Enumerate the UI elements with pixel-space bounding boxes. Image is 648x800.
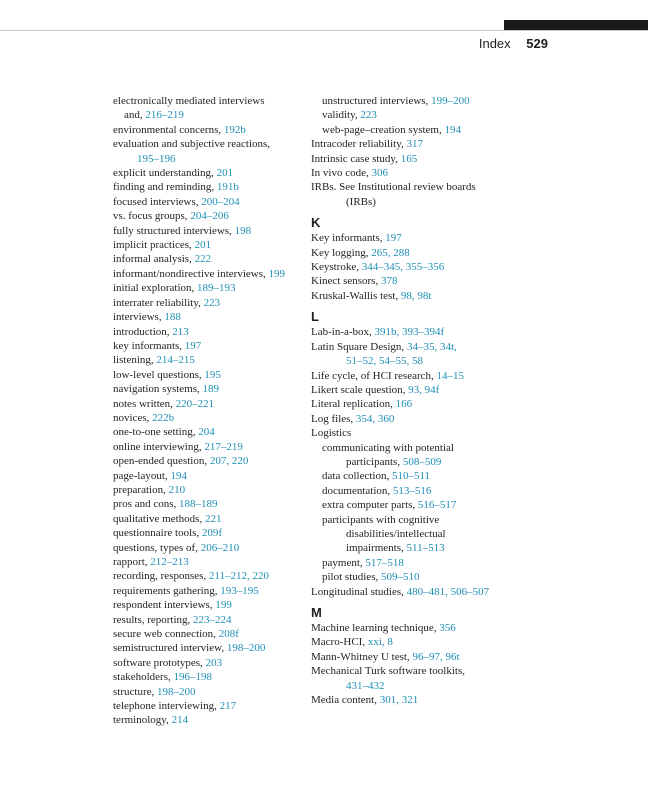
page-reference-link[interactable]: 14–15	[436, 369, 465, 382]
index-entry	[311, 541, 511, 555]
index-entry	[113, 108, 303, 122]
page-reference-link[interactable]: 306	[371, 167, 388, 180]
index-entry	[113, 353, 303, 367]
running-header	[479, 36, 548, 51]
index-entry	[311, 325, 511, 339]
index-term: Intrinsic case study,	[311, 152, 401, 165]
index-term: one-to-one setting,	[113, 426, 199, 439]
page-reference-link[interactable]: 188	[164, 311, 181, 324]
page-reference-link[interactable]: 188–189	[179, 498, 218, 511]
index-entry	[113, 224, 303, 238]
index-term: low-level questions,	[113, 368, 205, 381]
index-entry	[113, 641, 303, 655]
page-reference-link[interactable]: 356	[439, 622, 456, 634]
page-reference-link[interactable]: 217	[219, 700, 237, 713]
index-entry	[311, 397, 511, 411]
index-entry	[113, 267, 303, 281]
index-entry	[113, 699, 303, 713]
index-term: telephone interviewing,	[113, 700, 220, 713]
page-reference-link[interactable]: 196–198	[173, 671, 212, 684]
index-entry	[113, 180, 303, 194]
page-reference-link[interactable]: 96–97, 96t	[412, 650, 460, 663]
page-reference-link[interactable]: 165	[400, 152, 418, 165]
running-header-label: Index	[478, 36, 511, 51]
index-entry	[113, 569, 303, 583]
index-entry	[113, 713, 303, 727]
index-entry	[113, 152, 303, 166]
index-entry	[311, 166, 511, 180]
index-entry	[311, 274, 511, 288]
page-reference-link[interactable]: 220–221	[175, 397, 215, 410]
page-reference-link[interactable]: 198	[234, 224, 252, 237]
page-reference-link[interactable]: 516–517	[417, 499, 457, 512]
page-reference-link[interactable]: 199–200	[431, 95, 470, 107]
index-entry	[113, 339, 303, 353]
index-entry	[311, 123, 511, 137]
page-reference-link[interactable]: 344–345, 355–356	[361, 261, 445, 274]
page-reference-link[interactable]: 201	[216, 167, 234, 180]
index-term: requirements gathering,	[113, 584, 221, 597]
index-term: environmental concerns,	[113, 123, 224, 136]
page-reference-link[interactable]: 197	[385, 232, 402, 245]
page-reference-link[interactable]: 198–200	[156, 685, 196, 698]
index-term: informal analysis,	[113, 253, 195, 266]
index-entry	[311, 412, 511, 426]
index-entry	[113, 310, 303, 324]
index-entry	[113, 512, 303, 526]
page-reference-link[interactable]: 210	[168, 483, 186, 496]
index-term: Keystroke,	[311, 261, 362, 274]
index-term: questions, types of,	[113, 541, 201, 554]
index-entry	[113, 137, 303, 151]
page-reference-link[interactable]: 508–509	[402, 455, 442, 468]
index-term: Lab-in-a-box,	[311, 326, 375, 339]
page-reference-link[interactable]: 511–513	[406, 542, 445, 555]
page-reference-link[interactable]: 431–432	[346, 679, 385, 692]
index-term: Life cycle, of HCI research,	[311, 369, 437, 382]
index-entry	[311, 137, 511, 151]
index-entry	[113, 252, 303, 266]
index-term: data collection,	[322, 470, 392, 483]
index-entry	[311, 664, 511, 678]
index-term: Latin Square Design,	[311, 340, 407, 353]
page-reference-link[interactable]: 221	[204, 512, 222, 525]
index-term: pros and cons,	[113, 498, 179, 511]
index-entry	[311, 527, 511, 541]
page-reference-link[interactable]: 93, 94f	[408, 383, 440, 396]
index-term: Key logging,	[311, 246, 372, 259]
page-reference-link[interactable]: 199	[215, 599, 232, 612]
page-reference-link[interactable]: 209f	[201, 527, 223, 540]
index-entry	[113, 541, 303, 555]
index-term: questionnaire tools,	[113, 527, 202, 540]
index-entry	[113, 195, 303, 209]
index-term: Intracoder reliability,	[311, 138, 407, 151]
index-term: participants,	[346, 455, 403, 468]
page-reference-link[interactable]: 223–224	[193, 613, 232, 626]
index-term: terminology,	[113, 714, 172, 727]
page-reference-link[interactable]: 195	[204, 368, 221, 381]
page-reference-link[interactable]: 194	[170, 469, 187, 482]
index-term: online interviewing,	[113, 440, 205, 453]
page-reference-link[interactable]: 191b	[216, 181, 239, 194]
index-entry	[113, 627, 303, 641]
page-reference-link[interactable]: 204–206	[190, 210, 229, 223]
index-term: qualitative methods,	[113, 512, 205, 525]
index-entry	[113, 670, 303, 684]
index-entry	[113, 685, 303, 699]
index-entry	[113, 584, 303, 598]
page-reference-link[interactable]: 192b	[223, 123, 246, 136]
index-letter-heading: L	[311, 309, 319, 325]
page-reference-link[interactable]: 34–35, 34t,	[406, 340, 457, 353]
index-entry	[113, 281, 303, 295]
page-reference-link[interactable]: 217–219	[204, 440, 243, 453]
index-term: Media content,	[311, 694, 380, 707]
index-term: and,	[124, 109, 146, 122]
index-term: web-page–creation system,	[322, 123, 445, 136]
index-term: informant/nondirective interviews,	[113, 267, 269, 280]
index-entry	[311, 484, 511, 498]
page-reference-link[interactable]: 211–212, 220	[208, 570, 270, 583]
index-term: Key informants,	[311, 232, 386, 245]
index-term: participants with cognitive	[322, 513, 440, 526]
index-entry	[113, 497, 303, 511]
index-entry	[311, 426, 511, 440]
index-entry	[113, 613, 303, 627]
index-column-left	[113, 94, 303, 728]
page-reference-link[interactable]: 223	[360, 109, 377, 122]
index-entry	[311, 289, 511, 303]
index-letter-heading: M	[311, 605, 322, 620]
page-reference-link[interactable]: 378	[380, 275, 398, 288]
page-reference-link[interactable]: 509–510	[380, 571, 420, 584]
index-entry	[113, 325, 303, 339]
page-reference-link[interactable]: 195–196	[137, 152, 176, 165]
index-entry	[113, 598, 303, 612]
index-term: semistructured interview,	[113, 642, 227, 655]
index-entry	[311, 469, 511, 483]
index-entry	[113, 425, 303, 439]
index-entry	[311, 152, 511, 166]
index-term: Kinect sensors,	[311, 275, 381, 288]
index-entry	[113, 296, 303, 310]
index-entry	[311, 498, 511, 512]
page-reference-link[interactable]: 199	[268, 267, 285, 280]
index-entry	[113, 440, 303, 454]
index-term: Logistics	[311, 427, 352, 440]
index-term: Log files,	[311, 412, 356, 425]
index-entry	[311, 340, 511, 354]
page-reference-link[interactable]: 206–210	[200, 541, 240, 554]
index-entry	[311, 94, 511, 108]
index-term: rapport,	[113, 556, 151, 568]
page-reference-link[interactable]: 203	[205, 656, 223, 669]
index-term: vs. focus groups,	[113, 210, 191, 223]
index-term: fully structured interviews,	[113, 224, 235, 237]
index-entry	[113, 94, 303, 108]
page-reference-link[interactable]: 265, 288	[371, 246, 410, 259]
page-reference-link[interactable]: 189–193	[197, 282, 236, 295]
index-term: recording, responses,	[113, 570, 209, 583]
index-term: secure web connection,	[113, 628, 219, 641]
index-entry	[311, 585, 511, 599]
page-reference-link[interactable]: 51–52, 54–55, 58	[346, 355, 423, 368]
index-term: pilot studies,	[322, 571, 381, 584]
page-reference-link[interactable]: 207, 220	[209, 455, 249, 468]
page-reference-link[interactable]: 214	[171, 714, 189, 727]
index-entry	[311, 621, 511, 635]
index-term: finding and reminding,	[113, 181, 217, 194]
index-entry	[113, 483, 303, 497]
page-reference-link[interactable]: 208f	[218, 628, 239, 641]
page-reference-link[interactable]: 194	[444, 123, 461, 136]
index-term: documentation,	[322, 484, 393, 497]
index-entry	[311, 246, 511, 260]
page-reference-link[interactable]: 98, 98t	[400, 289, 432, 302]
page-reference-link[interactable]: 354, 360	[355, 412, 395, 425]
index-entry	[311, 455, 511, 469]
index-entry	[311, 650, 511, 664]
index-term: introduction,	[113, 325, 173, 338]
index-term: structure,	[113, 685, 157, 698]
header-rule	[0, 30, 648, 31]
index-entry	[311, 369, 511, 383]
index-entry	[113, 209, 303, 223]
index-entry	[311, 679, 511, 693]
page-reference-link[interactable]: 189	[202, 383, 220, 396]
index-entry	[311, 108, 511, 122]
index-term: page-layout,	[113, 469, 171, 482]
index-term: navigation systems,	[113, 383, 203, 396]
index-term: Longitudinal studies,	[311, 585, 407, 598]
index-entry	[113, 656, 303, 670]
page-reference-link[interactable]: 197	[184, 339, 202, 352]
index-entry	[311, 260, 511, 274]
index-term: explicit understanding,	[113, 167, 217, 180]
index-term: stakeholders,	[113, 671, 174, 684]
page-reference-link[interactable]: 200–204	[201, 195, 240, 208]
index-term: open-ended question,	[113, 455, 210, 468]
index-entry	[311, 354, 511, 368]
page-reference-link[interactable]: 166	[395, 398, 413, 411]
page-reference-link[interactable]: 513–516	[392, 484, 432, 497]
index-term: implicit practices,	[113, 239, 195, 252]
index-term: Machine learning technique,	[311, 622, 440, 634]
header-accent-bar	[504, 20, 648, 30]
index-term: Kruskal-Wallis test,	[311, 289, 401, 302]
index-term: Literal replication,	[311, 398, 396, 411]
index-term: extra computer parts,	[322, 499, 418, 512]
index-term: Likert scale question,	[311, 383, 409, 396]
page-reference-link[interactable]: 214–215	[156, 354, 195, 367]
page-reference-link[interactable]: 480–481, 506–507	[406, 585, 490, 598]
index-term: impairments,	[346, 542, 407, 555]
index-entry	[113, 382, 303, 396]
page-reference-link[interactable]: 213	[172, 325, 189, 338]
index-entry	[113, 166, 303, 180]
index-term: (IRBs)	[346, 195, 376, 208]
page-reference-link[interactable]: 222b	[152, 411, 175, 424]
index-term: communicating with potential	[322, 441, 454, 454]
index-column-right	[311, 94, 511, 707]
index-term: unstructured interviews,	[322, 95, 432, 107]
index-entry	[311, 195, 511, 209]
page-reference-link[interactable]: 212–213	[150, 556, 189, 568]
index-term: Mechanical Turk software toolkits,	[311, 665, 465, 678]
page-reference-link[interactable]: 193–195	[220, 584, 259, 597]
index-entry	[311, 513, 511, 527]
index-entry	[113, 368, 303, 382]
index-entry	[113, 411, 303, 425]
index-entry	[113, 238, 303, 252]
index-entry	[311, 635, 511, 649]
page-reference-link[interactable]: 510–511	[391, 470, 431, 483]
index-term: initial exploration,	[113, 282, 198, 295]
index-entry	[113, 526, 303, 540]
page-reference-link[interactable]: 223	[203, 296, 221, 309]
page-reference-link[interactable]: 216–219	[145, 109, 184, 122]
index-term: novices,	[113, 411, 153, 424]
index-term: preparation,	[113, 483, 169, 496]
index-term: evaluation and subjective reactions,	[113, 138, 270, 151]
index-term: Macro-HCI,	[311, 636, 368, 649]
index-term: interviews,	[113, 311, 165, 324]
page-reference-link[interactable]: 222	[194, 253, 212, 266]
index-entry	[311, 180, 511, 194]
page-reference-link[interactable]: 317	[406, 138, 423, 151]
index-term: IRBs. See Institutional review boards	[311, 181, 476, 194]
page-reference-link[interactable]: 301, 321	[379, 694, 419, 707]
page-reference-link[interactable]: 517–518	[365, 556, 404, 569]
page-reference-link[interactable]: 391b, 393–394f	[374, 326, 445, 339]
index-entry	[311, 693, 511, 707]
page-reference-link[interactable]: 198–200	[226, 642, 266, 655]
index-term: notes written,	[113, 397, 176, 410]
index-term: payment,	[322, 556, 366, 569]
index-entry	[311, 556, 511, 570]
page-reference-link[interactable]: 204	[198, 426, 215, 439]
index-entry	[113, 555, 303, 569]
index-entry	[113, 397, 303, 411]
index-term: respondent interviews,	[113, 599, 216, 612]
index-term: electronically mediated interviews	[113, 95, 265, 107]
index-term: validity,	[322, 109, 361, 122]
index-term: disabilities/intellectual	[346, 527, 446, 540]
index-term: focused interviews,	[113, 195, 202, 208]
index-term: software prototypes,	[113, 656, 206, 669]
page-number: 529	[526, 36, 548, 51]
index-term: key informants,	[113, 339, 185, 352]
index-term: Mann-Whitney U test,	[311, 650, 413, 663]
page-reference-link[interactable]: 201	[194, 239, 212, 252]
page-reference-link[interactable]: xxi, 8	[367, 636, 393, 649]
index-entry	[311, 383, 511, 397]
index-term: In vivo code,	[311, 167, 372, 180]
index-entry	[311, 231, 511, 245]
index-entry	[113, 123, 303, 137]
index-term: interrater reliability,	[113, 296, 204, 309]
index-term: results, reporting,	[113, 613, 194, 626]
index-entry	[113, 454, 303, 468]
index-entry	[113, 469, 303, 483]
index-entry	[311, 441, 511, 455]
index-term: listening,	[113, 354, 157, 367]
index-entry	[311, 570, 511, 584]
index-letter-heading: K	[311, 215, 321, 231]
